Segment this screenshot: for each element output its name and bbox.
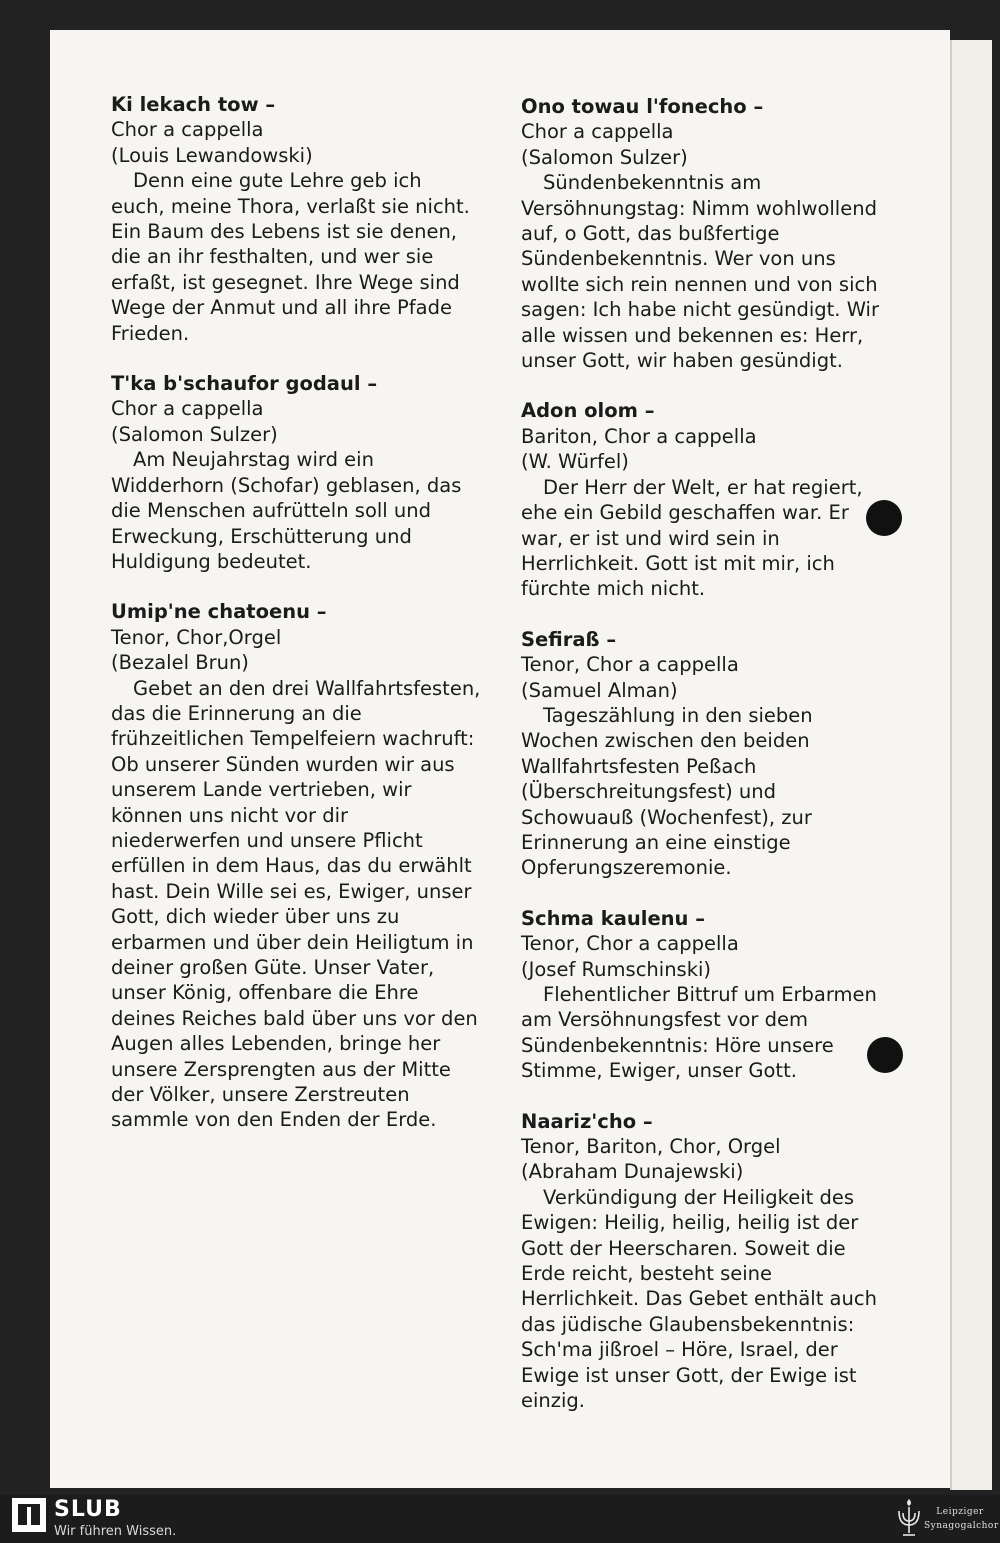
program-entry: [521, 906, 891, 1084]
slub-logo-icon[interactable]: [12, 1498, 46, 1532]
entry-performers: Chor a cappella: [111, 397, 264, 421]
program-entry: [521, 1109, 891, 1414]
entry-performers: Chor a cappella: [111, 118, 264, 142]
program-entry: [521, 627, 891, 881]
program-entry: [111, 371, 481, 574]
punch-hole: [867, 1037, 903, 1073]
program-entry: [111, 599, 481, 1133]
entry-performers: Tenor, Chor,Orgel: [111, 625, 282, 649]
entry-title: Umip'ne chatoenu –: [111, 600, 327, 624]
entry-description: Gebet an den drei Wallfahrtsfesten, das die Erinnerung an die frühzeitlichen Tempelfeiern wachruft: Ob unserer Sünden wurden wir aus unserem Lande vertrieben, wir können uns nicht vor dir niederwerfen und unsere Pflicht erfüllen in dem Haus, das du erwählt hast. Dein Wille sei es, Ewiger, unser Gott, dich wieder über uns zu erbarmen und über dein Heiligtum in deiner großen Güte. Unser Vater, unser König, offenbare die Ehre deines Reiches bald über uns vor den Augen alles Lebenden, bringe her unsere Zersprengten aus der Mitte der Völker, unsere Zerstreuten sammle von den Enden der Erde.: [111, 676, 481, 1132]
entry-composer: (Bezalel Brun): [111, 651, 249, 675]
right-column: [521, 94, 891, 1439]
entry-performers: Bariton, Chor a cappella: [521, 424, 757, 448]
entry-title: T'ka b'schaufor godaul –: [111, 372, 378, 396]
program-entry: [521, 94, 891, 373]
entry-description: Tageszählung in den sieben Wochen zwischen den beiden Wallfahrtsfesten Peßach (Überschreitungsfest) und Schowuauß (Wochenfest), zur Erinnerung an eine einstige Opferungszeremonie.: [521, 703, 813, 880]
entry-composer: (W. Würfel): [521, 450, 629, 474]
entry-composer: (Abraham Dunajewski): [521, 1160, 744, 1184]
entry-title: Schma kaulenu –: [521, 906, 705, 930]
program-entry: [521, 398, 891, 601]
library-tagline: Wir führen Wissen.: [54, 1524, 177, 1539]
library-name[interactable]: SLUB: [54, 1497, 122, 1522]
entry-composer: (Louis Lewandowski): [111, 143, 313, 167]
entry-title: Sefiraß –: [521, 627, 617, 651]
choir-name-line2: Synagogalchor: [924, 1521, 999, 1531]
entry-composer: (Salomon Sulzer): [111, 422, 278, 446]
entry-description: Sündenbekenntnis am Versöhnungstag: Nimm wohlwollend auf, o Gott, das bußfertige Sündenbekenntnis. Wer von uns wollte sich rein nennen und von sich sagen: Ich habe nicht gesündigt. Wir alle wissen und bekennen es: Herr, unser Gott, wir haben gesündigt.: [521, 171, 879, 373]
entry-description: Denn eine gute Lehre geb ich euch, meine Thora, verlaßt sie nicht. Ein Baum des Lebens ist sie denen, die an ihr festhalten, und wer sie erfaßt, ist gesegnet. Ihre Wege sind Wege der Anmut und all ihre Pfade Frieden.: [111, 169, 470, 345]
entry-composer: (Josef Rumschinski): [521, 957, 712, 981]
left-column: [111, 92, 481, 1158]
punch-hole: [866, 500, 902, 536]
next-page-edge: [950, 40, 992, 1490]
entry-composer: (Salomon Sulzer): [521, 145, 688, 169]
entry-title: Adon olom –: [521, 399, 655, 423]
entry-description: Der Herr der Welt, er hat regiert, ehe ein Gebild geschaffen war. Er war, er ist und wird sein in Herrlichkeit. Gott ist mit mir, ich fürchte mich nicht.: [521, 475, 863, 601]
entry-title: Ki lekach tow –: [111, 93, 276, 116]
entry-performers: Tenor, Chor a cappella: [521, 932, 739, 956]
entry-title: Naariz'cho –: [521, 1109, 653, 1133]
program-entry: [111, 92, 481, 346]
entry-performers: Chor a cappella: [521, 120, 674, 144]
entry-description: Am Neujahrstag wird ein Widderhorn (Schofar) geblasen, das die Menschen aufrütteln soll und Erweckung, Erschütterung und Huldigung bedeutet.: [111, 448, 462, 573]
menorah-logo-icon: [894, 1497, 924, 1539]
entry-description: Verkündigung der Heiligkeit des Ewigen: Heilig, heilig, heilig ist der Gott der Heerscharen. Soweit die Erde reicht, besteht seine Herrlichkeit. Das Gebet enthält auch das jüdische Glaubensbekenntnis: Sch'ma jißroel – Höre, Israel, der Ewige ist unser Gott, der Ewige ist einzig.: [521, 1185, 877, 1413]
entry-performers: Tenor, Bariton, Chor, Orgel: [521, 1135, 781, 1159]
entry-title: Ono towau l'fonecho –: [521, 95, 764, 118]
choir-name-line1: Leipziger: [936, 1507, 984, 1517]
entry-composer: (Samuel Alman): [521, 678, 678, 702]
entry-description: Flehentlicher Bittruf um Erbarmen am Versöhnungsfest vor dem Sündenbekenntnis: Höre unsere Stimme, Ewiger, unser Gott.: [521, 983, 877, 1083]
choir-name: [924, 1505, 999, 1533]
entry-performers: Tenor, Chor a cappella: [521, 653, 739, 677]
